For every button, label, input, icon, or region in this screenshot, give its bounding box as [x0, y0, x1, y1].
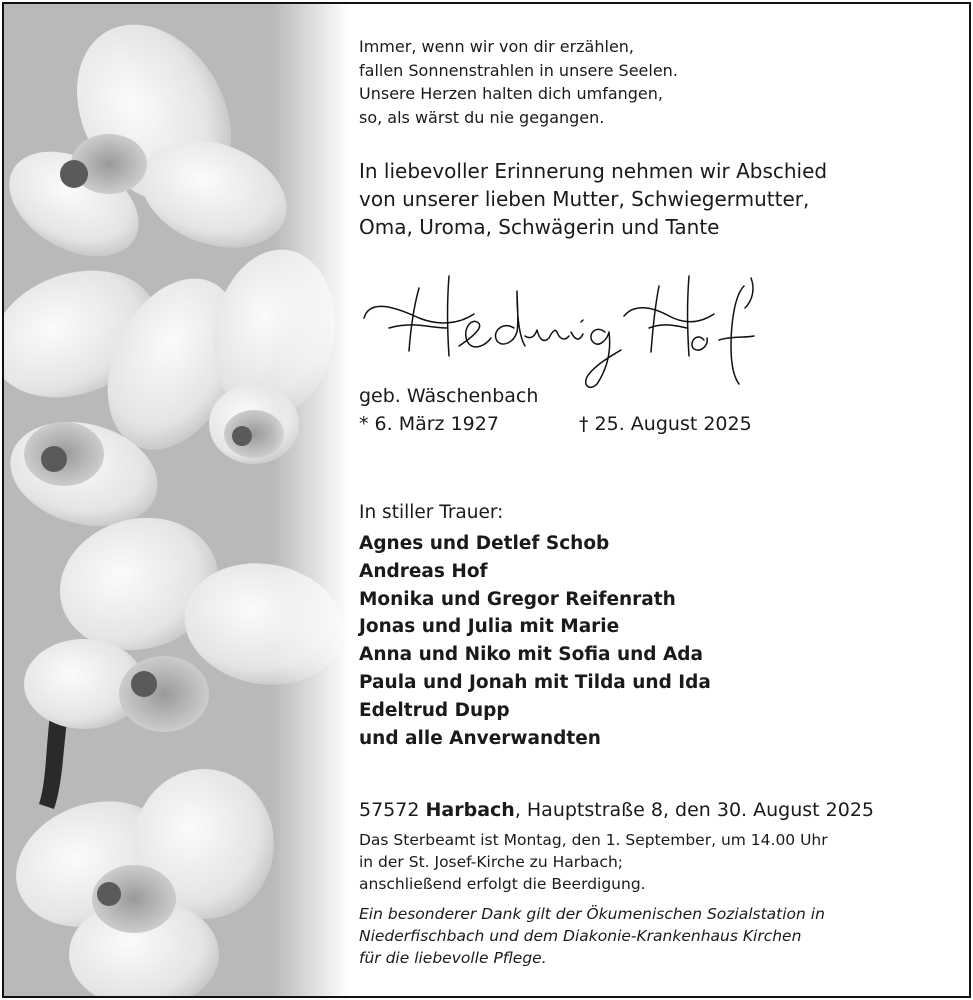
poem-line: Unsere Herzen halten dich umfangen,	[359, 84, 663, 103]
address-date: , Hauptstraße 8, den 30. August 2025	[514, 799, 875, 821]
death-date: † 25. August 2025	[579, 413, 752, 435]
poem-line: Immer, wenn wir von dir erzählen,	[359, 37, 635, 56]
thanks-line: für die liebevolle Pflege.	[359, 949, 547, 968]
mourner-name: Agnes und Detlef Schob	[359, 533, 610, 554]
intro-line: In liebevoller Erinnerung nehmen wir Abschied	[359, 159, 828, 183]
mourner-name: Jonas und Julia mit Marie	[359, 616, 620, 638]
birth-name: geb. Wäschenbach	[359, 385, 539, 407]
thanks-line: Niederfischbach und dem Diakonie-Krankenhaus Kirchen	[359, 927, 802, 946]
obituary-notice	[2, 2, 971, 998]
postcode: 57572	[359, 799, 420, 821]
name-signature	[359, 266, 789, 391]
mourner-name: und alle Anverwandten	[359, 727, 601, 749]
thanks-line: Ein besonderer Dank gilt der Ökumenischen Sozialstation in	[359, 905, 825, 923]
place-and-date	[359, 799, 874, 821]
town: Harbach	[425, 799, 515, 821]
service-line: in der St. Josef-Kirche zu Harbach;	[359, 852, 623, 871]
mourner-name: Andreas Hof	[359, 560, 488, 582]
poem-line: fallen Sonnenstrahlen in unsere Seelen.	[359, 60, 678, 80]
mourner-name: Edeltrud Dupp	[359, 699, 510, 721]
poem-line: so, als wärst du nie gegangen.	[359, 107, 605, 127]
orchid-photo	[4, 4, 349, 996]
mourner-name: Anna und Niko mit Sofia und Ada	[359, 644, 704, 666]
thanks-note	[359, 903, 825, 970]
poem	[359, 35, 678, 129]
mourning-label: In stiller Trauer:	[359, 502, 504, 523]
birth-date: * 6. März 1927	[359, 413, 499, 435]
intro-line: Oma, Uroma, Schwägerin und Tante	[359, 215, 720, 239]
intro	[359, 157, 827, 241]
mourner-name: Paula und Jonah mit Tilda und Ida	[359, 671, 711, 693]
mourners-list	[359, 530, 711, 752]
service-line: anschließend erfolgt die Beerdigung.	[359, 874, 646, 893]
intro-line: von unserer lieben Mutter, Schwiegermutter,	[359, 187, 810, 211]
service-info	[359, 830, 828, 895]
service-line: Das Sterbeamt ist Montag, den 1. September, um 14.00 Uhr	[359, 831, 828, 849]
mourner-name: Monika und Gregor Reifenrath	[359, 588, 676, 610]
